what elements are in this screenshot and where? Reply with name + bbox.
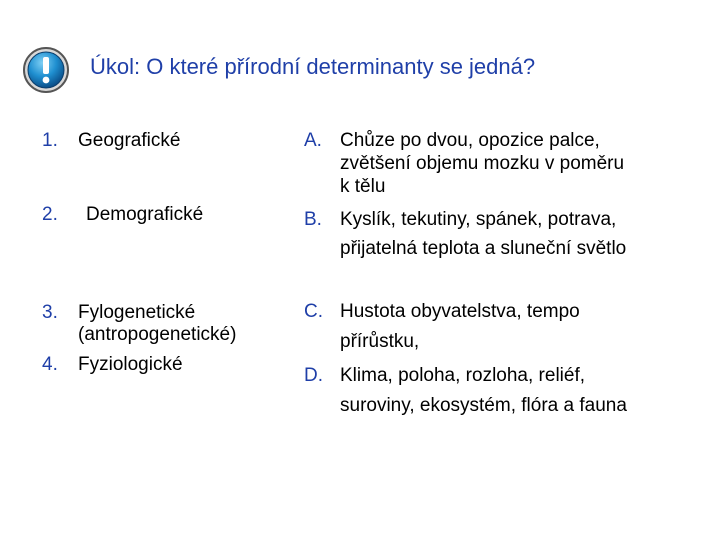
answer-marker: A. — [304, 130, 322, 151]
answer-item-a — [304, 130, 600, 152]
answer-text-continued: přírůstku, — [340, 331, 420, 352]
list-marker: 1. — [42, 130, 58, 151]
answer-marker: C. — [304, 301, 323, 322]
answer-text-continued: suroviny, ekosystém, flóra a fauna — [340, 395, 627, 416]
list-text: Geografické — [78, 130, 181, 151]
list-text: Fylogenetické — [78, 302, 196, 323]
answer-item-b — [304, 209, 616, 231]
answer-text: Chůze po dvou, opozice palce, — [340, 130, 600, 151]
answer-text-continued: přijatelná teplota a sluneční světlo — [340, 238, 627, 259]
answer-text: Kyslík, tekutiny, spánek, potrava, — [340, 209, 617, 230]
page-title: Úkol: O které přírodní determinanty se jedná? — [90, 54, 536, 79]
answer-item-c — [304, 301, 580, 323]
list-marker: 4. — [42, 354, 58, 375]
list-item-2 — [42, 204, 203, 226]
list-item-3 — [42, 302, 195, 324]
list-text: Demografické — [86, 204, 204, 225]
answer-marker: D. — [304, 365, 323, 386]
list-item-4 — [42, 354, 183, 376]
list-text: Fyziologické — [78, 354, 183, 375]
answer-text-continued: k tělu — [340, 176, 386, 197]
list-text-continued: (antropogenetické) — [78, 324, 237, 345]
answer-text: Klima, poloha, rozloha, reliéf, — [340, 365, 586, 386]
answer-marker: B. — [304, 209, 322, 230]
list-marker: 3. — [42, 302, 58, 323]
exclamation-icon — [22, 46, 70, 94]
list-marker: 2. — [42, 204, 58, 225]
slide-header — [22, 44, 702, 96]
answer-item-d — [304, 365, 585, 387]
answer-text: Hustota obyvatelstva, tempo — [340, 301, 580, 322]
answer-text-continued: zvětšení objemu mozku v poměru — [340, 153, 625, 174]
list-item-1 — [42, 130, 180, 152]
